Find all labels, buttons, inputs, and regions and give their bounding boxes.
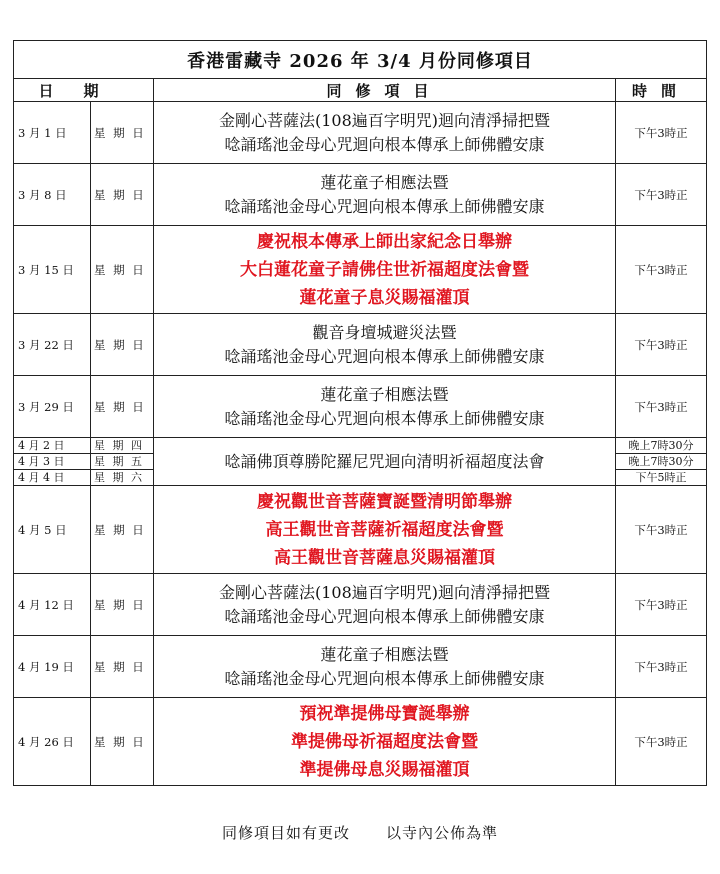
date-cell: 4 月 5 日 (14, 486, 91, 574)
date-cell: 3 月 15 日 (14, 226, 91, 314)
date-cell: 3 月 1 日 (14, 102, 91, 164)
item-description (154, 226, 616, 314)
day-cell: 星 期 日 (91, 486, 154, 574)
footer-right: 以寺內公佈為準 (386, 824, 499, 842)
table-row (14, 226, 707, 314)
day-cell: 星 期 日 (91, 698, 154, 786)
table-row (14, 636, 707, 698)
schedule-table (13, 40, 707, 786)
item-line: 預祝準提佛母寶誕舉辦 (299, 703, 470, 724)
day-cell (91, 438, 154, 486)
item-line: 唸誦瑤池金母心咒迴向根本傳承上師佛體安康 (224, 196, 545, 216)
item-line: 唸誦瑤池金母心咒迴向根本傳承上師佛體安康 (224, 408, 545, 428)
day-cell: 星 期 日 (91, 102, 154, 164)
footer-note (0, 822, 720, 843)
time-cell (616, 438, 707, 486)
item-line: 唸誦瑤池金母心咒迴向根本傳承上師佛體安康 (224, 346, 545, 366)
item-description (154, 574, 616, 636)
date-cell (14, 438, 91, 486)
table-row (14, 164, 707, 226)
table-row (14, 574, 707, 636)
item-line: 高王觀世音菩薩祈福超度法會暨 (265, 519, 504, 540)
time-cell-entry: 晚上7時30分 (616, 453, 706, 469)
item-line: 準提佛母息災賜福灌頂 (299, 759, 470, 780)
time-cell: 下午3時正 (616, 636, 707, 698)
day-cell-entry: 星 期 五 (91, 453, 153, 469)
item-line: 唸誦瑤池金母心咒迴向根本傳承上師佛體安康 (224, 668, 545, 688)
page-title: 香港雷藏寺 2026 年 3/4 月份同修項目 (14, 41, 707, 79)
date-cell-entry: 4 月 3 日 (14, 453, 90, 469)
day-cell: 星 期 日 (91, 314, 154, 376)
date-cell: 4 月 26 日 (14, 698, 91, 786)
item-line: 金剛心菩薩法(108遍百字明咒)迴向清淨掃把暨 (218, 582, 551, 602)
item-line: 蓮花童子相應法暨 (320, 172, 449, 192)
item-line: 高王觀世音菩薩息災賜福灌頂 (274, 547, 495, 568)
item-line: 大白蓮花童子請佛住世祈福超度法會暨 (240, 259, 529, 280)
date-cell-entry: 4 月 4 日 (14, 469, 90, 485)
time-cell: 下午3時正 (616, 314, 707, 376)
item-description (154, 102, 616, 164)
item-description (154, 698, 616, 786)
footer-left: 同修項目如有更改 (221, 824, 350, 842)
item-line: 蓮花童子息災賜福灌頂 (299, 287, 470, 308)
item-line: 金剛心菩薩法(108遍百字明咒)迴向清淨掃把暨 (218, 110, 551, 130)
date-cell: 4 月 12 日 (14, 574, 91, 636)
table-row (14, 698, 707, 786)
time-cell: 下午3時正 (616, 226, 707, 314)
item-description (154, 314, 616, 376)
item-line: 唸誦瑤池金母心咒迴向根本傳承上師佛體安康 (224, 134, 545, 154)
item-line: 唸誦瑤池金母心咒迴向根本傳承上師佛體安康 (224, 606, 545, 626)
header-items: 同修項目 (154, 79, 616, 102)
day-cell: 星 期 日 (91, 636, 154, 698)
day-cell: 星 期 日 (91, 164, 154, 226)
item-description: 唸誦佛頂尊勝陀羅尼咒迴向清明祈福超度法會 (154, 438, 616, 486)
date-cell: 3 月 8 日 (14, 164, 91, 226)
day-cell-entry: 星 期 六 (91, 469, 153, 485)
time-cell: 下午3時正 (616, 102, 707, 164)
time-cell-entry: 下午5時正 (616, 469, 706, 485)
title-row (14, 41, 707, 79)
time-cell: 下午3時正 (616, 698, 707, 786)
item-description (154, 636, 616, 698)
item-line: 蓮花童子相應法暨 (320, 644, 449, 664)
table-row (14, 486, 707, 574)
item-line: 慶祝根本傳承上師出家紀念日舉辦 (257, 231, 512, 252)
table-row (14, 102, 707, 164)
time-cell: 下午3時正 (616, 164, 707, 226)
header-row (14, 79, 707, 102)
item-line: 準提佛母祈福超度法會暨 (291, 731, 478, 752)
day-cell: 星 期 日 (91, 226, 154, 314)
table-row (14, 376, 707, 438)
header-time: 時間 (616, 79, 707, 102)
item-line: 觀音身壇城避災法暨 (312, 322, 457, 342)
date-cell: 3 月 22 日 (14, 314, 91, 376)
header-date: 日期 (14, 79, 154, 102)
time-cell-entry: 晚上7時30分 (628, 439, 694, 452)
day-cell: 星 期 日 (91, 376, 154, 438)
table-row (14, 314, 707, 376)
date-cell-entry: 4 月 2 日 (18, 439, 65, 452)
time-cell: 下午3時正 (616, 376, 707, 438)
time-cell: 下午3時正 (616, 486, 707, 574)
day-cell-entry: 星 期 四 (94, 439, 144, 452)
date-cell: 3 月 29 日 (14, 376, 91, 438)
date-cell: 4 月 19 日 (14, 636, 91, 698)
item-description (154, 376, 616, 438)
table-row-grouped (14, 438, 707, 486)
item-description (154, 486, 616, 574)
time-cell: 下午3時正 (616, 574, 707, 636)
item-description (154, 164, 616, 226)
item-line: 慶祝觀世音菩薩寶誕暨清明節舉辦 (257, 491, 512, 512)
day-cell: 星 期 日 (91, 574, 154, 636)
item-line: 蓮花童子相應法暨 (320, 384, 449, 404)
